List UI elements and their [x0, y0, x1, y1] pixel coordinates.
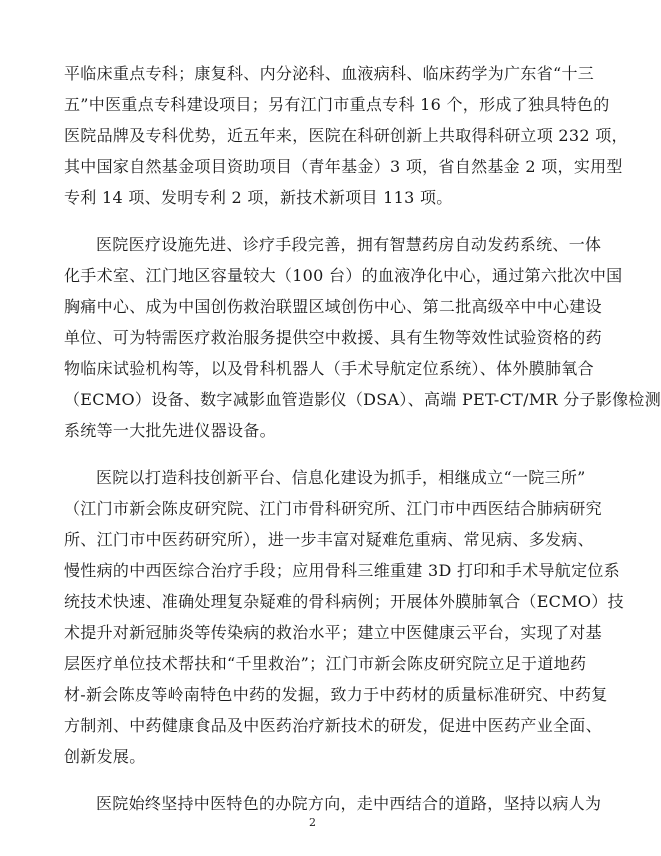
text-line: （江门市新会陈皮研究院、江门市骨科研究所、江门市中西医结合肺病研究: [64, 499, 602, 518]
text-line: 系统等一大批先进仪器设备。: [64, 421, 276, 440]
text-line: 医院始终坚持中医特色的办院方向，走中西结合的道路，坚持以病人为: [96, 794, 602, 813]
text-line: 医院品牌及专科优势，近五年来，医院在科研创新上共取得科研立项 232 项，: [64, 126, 628, 145]
paragraph-gap: [64, 213, 564, 229]
text-line: 专利 14 项、发明专利 2 项，新技术新项目 113 项。: [64, 188, 453, 207]
text-line: 其中国家自然基金项目资助项目（青年基金）3 项，省自然基金 2 项，实用型: [64, 157, 623, 176]
text-line: 材-新会陈皮等岭南特色中药的发掘，致力于中药材的质量标准研究、中药复: [64, 685, 608, 704]
text-line: 医院医疗设施先进、诊疗手段完善，拥有智慧药房自动发药系统、一体: [96, 235, 602, 254]
text-line: 五”中医重点专科建设项目；另有江门市重点专科 16 个，形成了独具特色的: [64, 95, 610, 114]
text-line: 统技术快速、准确处理复杂疑难的骨科病例；开展体外膜肺氧合（ECMO）技: [64, 592, 624, 611]
text-line: 层医疗单位技术帮扶和“千里救治”；江门市新会陈皮研究院立足于道地药: [64, 654, 587, 673]
text-line: 术提升对新冠肺炎等传染病的救治水平；建立中医健康云平台，实现了对基: [64, 623, 602, 642]
text-line: 创新发展。: [64, 747, 146, 766]
text-line: 医院以打造科技创新平台、信息化建设为抓手，相继成立“一院三所”: [96, 468, 586, 487]
page-number: 2: [309, 816, 316, 829]
text-line: 慢性病的中西医综合治疗手段；应用骨科三维重建 3D 打印和手术导航定位系: [64, 561, 620, 580]
paragraph-4: [64, 788, 602, 819]
text-line: 胸痛中心、成为中国创伤救治联盟区域创伤中心、第二批高级卒中中心建设: [64, 297, 602, 316]
paragraph-3: [64, 462, 624, 772]
text-line: 平临床重点专科；康复科、内分泌科、血液病科、临床药学为广东省“十三: [64, 64, 595, 83]
paragraph-gap: [64, 772, 564, 788]
text-line: 所、江门市中医药研究所），进一步丰富对疑难危重病、常见病、多发病、: [64, 530, 594, 549]
paragraph-gap: [64, 446, 564, 462]
text-line: （ECMO）设备、数字减影血管造影仪（DSA）、高端 PET-CT/MR 分子影像检测: [64, 390, 661, 409]
text-line: 方制剂、中药健康食品及中医药治疗新技术的研发，促进中医药产业全面、: [64, 716, 602, 735]
text-line: 化手术室、江门地区容量较大（100 台）的血液净化中心，通过第六批次中国: [64, 266, 623, 285]
paragraph-2: [64, 229, 661, 446]
text-line: 单位、可为特需医疗救治服务提供空中救援、具有生物等效性试验资格的药: [64, 328, 602, 347]
paragraph-1: [64, 58, 628, 213]
text-line: 物临床试验机构等，以及骨科机器人（手术导航定位系统）、体外膜肺氧合: [64, 359, 594, 378]
body-text: [64, 58, 661, 819]
